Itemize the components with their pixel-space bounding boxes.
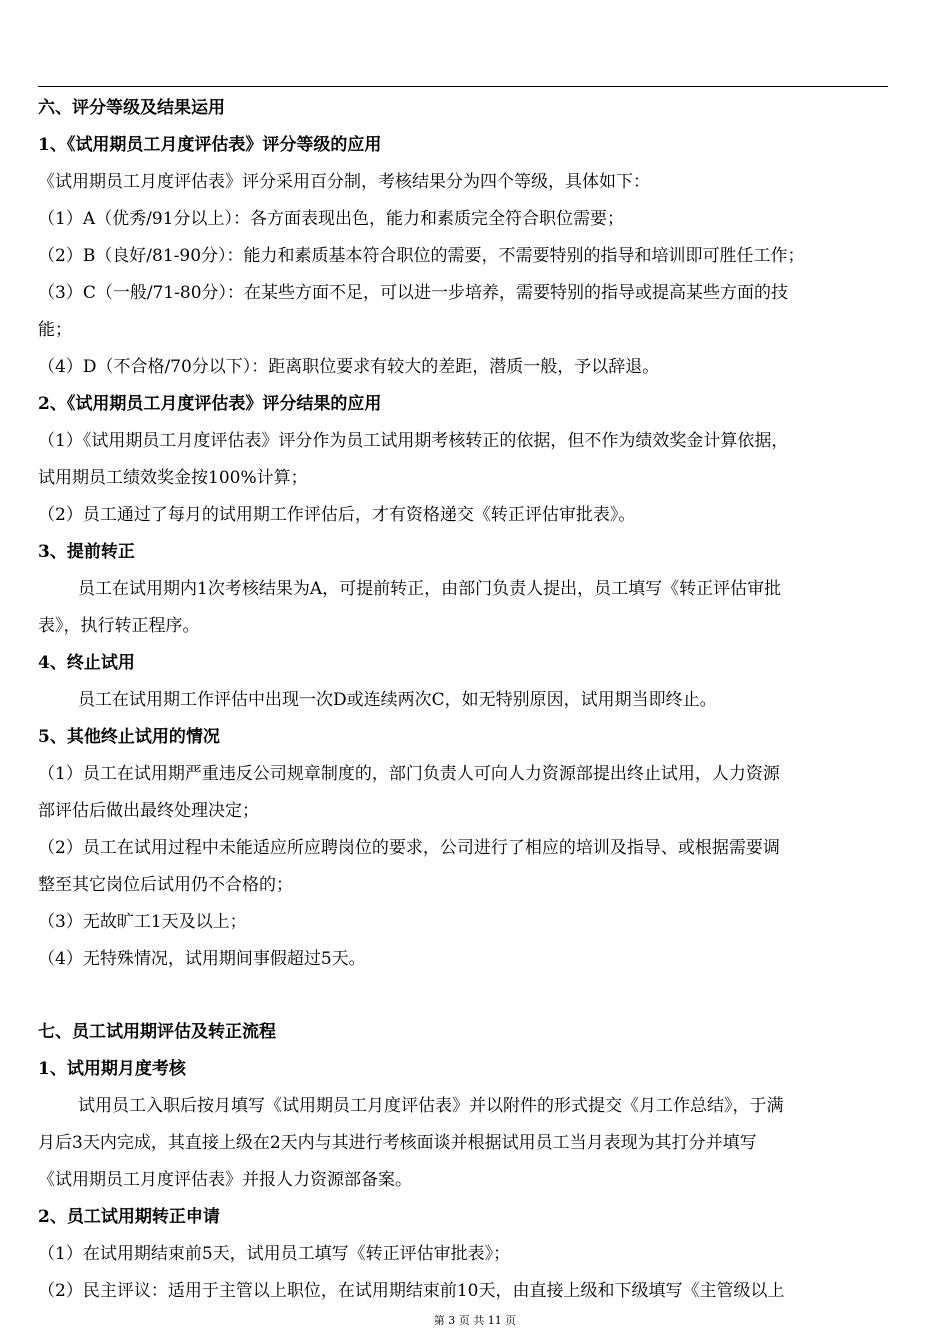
section7-heading: 七、员工试用期评估及转正流程 <box>38 1022 276 1042</box>
other-termination-item-4: （4）无特殊情况，试用期间事假超过5天。 <box>38 949 366 969</box>
grade-c-item-cont: 能； <box>38 320 72 340</box>
result-item-1: （1）《试用期员工月度评估表》评分作为员工试用期考核转正的依据，但不作为绩效奖金计算依据， <box>38 431 789 451</box>
monthly-review-paragraph-cont-1: 月后3天内完成，其直接上级在2天内与其进行考核面谈并根据试用员工当月表现为其打分并填写 <box>38 1133 757 1153</box>
section6-5-heading: 5、其他终止试用的情况 <box>38 727 220 747</box>
section6-1-heading: 1、《试用期员工月度评估表》评分等级的应用 <box>38 135 382 155</box>
early-regularization-paragraph: 员工在试用期内1次考核结果为A，可提前转正，由部门负责人提出，员工填写《转正评估审批 <box>78 579 782 599</box>
monthly-review-paragraph: 试用员工入职后按月填写《试用期员工月度评估表》并以附件的形式提交《月工作总结》，于满 <box>78 1096 784 1116</box>
section6-3-heading: 3、提前转正 <box>38 542 135 562</box>
grade-a-item: （1）A（优秀/91分以上）：各方面表现出色，能力和素质完全符合职位需要； <box>38 209 624 229</box>
section6-1-intro: 《试用期员工月度评估表》评分采用百分制，考核结果分为四个等级，具体如下： <box>38 172 650 192</box>
grade-d-item: （4）D（不合格/70分以下）：距离职位要求有较大的差距，潜质一般，予以辞退。 <box>38 357 660 377</box>
application-item-1: （1）在试用期结束前5天，试用员工填写《转正评估审批表》； <box>38 1244 511 1264</box>
other-termination-item-1-cont: 部评估后做出最终处理决定； <box>38 801 259 821</box>
termination-paragraph: 员工在试用期工作评估中出现一次D或连续两次C，如无特别原因，试用期当即终止。 <box>78 690 717 710</box>
result-item-1-cont: 试用期员工绩效奖金按100%计算； <box>38 468 308 488</box>
header-rule <box>38 86 888 87</box>
result-item-2: （2）员工通过了每月的试用期工作评估后，才有资格递交《转正评估审批表》。 <box>38 505 636 525</box>
section6-2-heading: 2、《试用期员工月度评估表》评分结果的应用 <box>38 394 382 414</box>
grade-c-item: （3）C（一般/71-80分）：在某些方面不足，可以进一步培养，需要特别的指导或提高某些方面的技 <box>38 283 789 303</box>
other-termination-item-2: （2）员工在试用过程中未能适应所应聘岗位的要求，公司进行了相应的培训及指导、或根据需要调 <box>38 838 780 858</box>
section7-1-heading: 1、试用期月度考核 <box>38 1059 186 1079</box>
page-number: 第 3 页 共 11 页 <box>433 1314 517 1327</box>
section6-4-heading: 4、终止试用 <box>38 653 135 673</box>
early-regularization-paragraph-cont: 表》，执行转正程序。 <box>38 616 200 636</box>
other-termination-item-1: （1）员工在试用期严重违反公司规章制度的，部门负责人可向人力资源部提出终止试用，人力资源 <box>38 764 780 784</box>
monthly-review-paragraph-cont-2: 《试用期员工月度评估表》并报人力资源部备案。 <box>38 1170 412 1190</box>
other-termination-item-3: （3）无故旷工1天及以上； <box>38 912 247 932</box>
section6-heading: 六、评分等级及结果运用 <box>38 98 225 118</box>
section7-2-heading: 2、员工试用期转正申请 <box>38 1207 220 1227</box>
other-termination-item-2-cont: 整至其它岗位后试用仍不合格的； <box>38 875 293 895</box>
grade-b-item: （2）B（良好/81-90分）：能力和素质基本符合职位的需要，不需要特别的指导和培训即可胜任工作； <box>38 246 805 266</box>
application-item-2: （2）民主评议：适用于主管以上职位，在试用期结束前10天，由直接上级和下级填写《主管级以上 <box>38 1281 785 1301</box>
